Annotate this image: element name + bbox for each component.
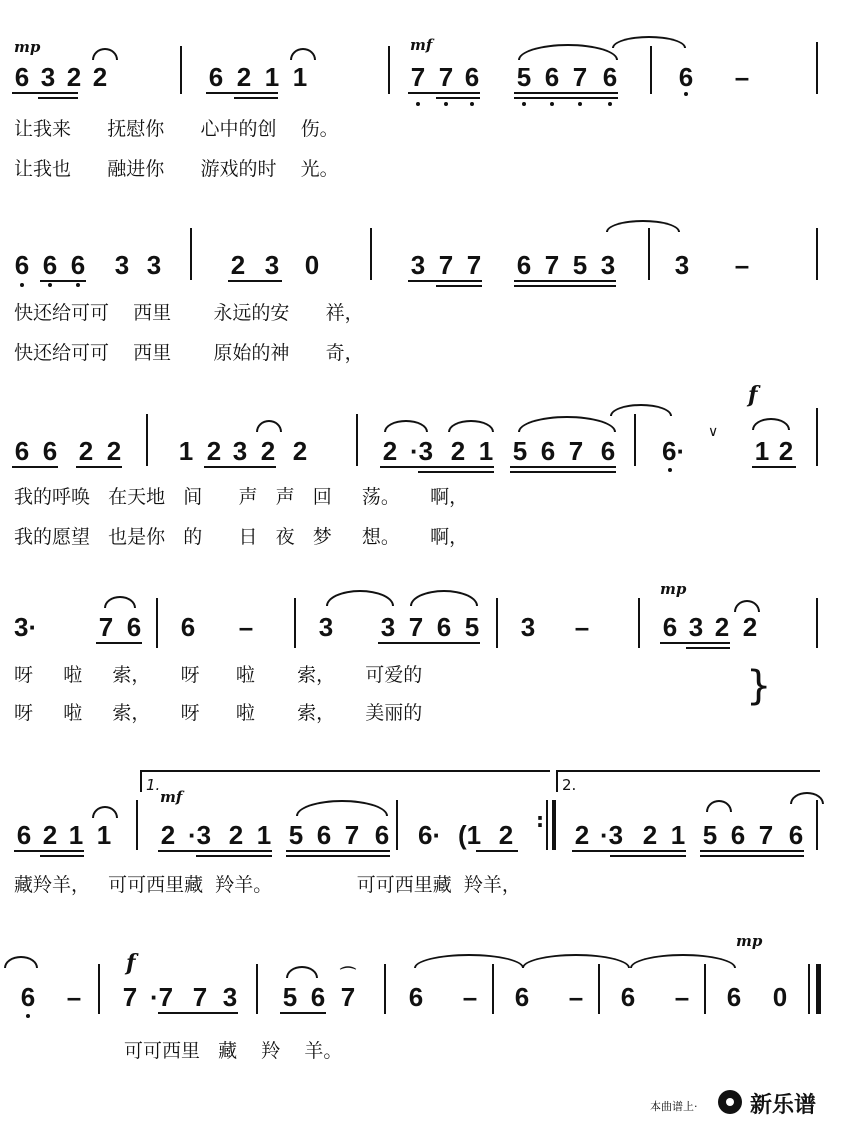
lyric-line: 呀 啦 索， 呀 啦 索， 可爱的: [14, 664, 423, 686]
lyric-line: 可可西里 藏 羚 羊。: [124, 1040, 343, 1062]
bar-line: [650, 46, 652, 94]
vinyl-record-icon: [718, 1090, 742, 1114]
lyric-line: 快还给可可 西里 原始的神 奇，: [14, 342, 364, 364]
dynamic-f: f: [748, 382, 758, 408]
volta-2: 2.: [562, 776, 577, 794]
lyric-line: 呀 啦 索， 呀 啦 索， 美丽的: [14, 702, 423, 724]
volta-1: 1.: [146, 776, 161, 794]
dynamic-mp: mp: [14, 38, 41, 56]
lyric-line: 快还给可可 西里 永远的安 祥，: [14, 302, 364, 324]
dynamic-mp: mp: [660, 580, 687, 598]
footer-caption: 本曲谱上·: [650, 1100, 698, 1113]
bar-line: [388, 46, 390, 94]
bar-line: [816, 42, 818, 94]
lyric-line: 让我也 融进你 游戏的时 光。: [14, 158, 339, 180]
lyric-line: 让我来 抚慰你 心中的创 伤。: [14, 118, 339, 140]
dynamic-mp: mp: [736, 932, 763, 950]
brace: }: [746, 663, 772, 709]
footer-brand: 新乐谱: [750, 1093, 817, 1118]
dynamic-mf: mf: [160, 788, 183, 806]
lyric-line: 我的愿望 也是你 的 日 夜 梦 想。 啊，: [14, 526, 469, 548]
lyric-line: 藏羚羊， 可可西里藏 羚羊。 可可西里藏 羚羊，: [14, 874, 521, 896]
bar-line: [180, 46, 182, 94]
dynamic-mf: mf: [410, 36, 433, 54]
lyric-line: 我的呼唤 在天地 间 声 声 回 荡。 啊，: [14, 486, 469, 508]
dynamic-f: f: [126, 950, 136, 976]
